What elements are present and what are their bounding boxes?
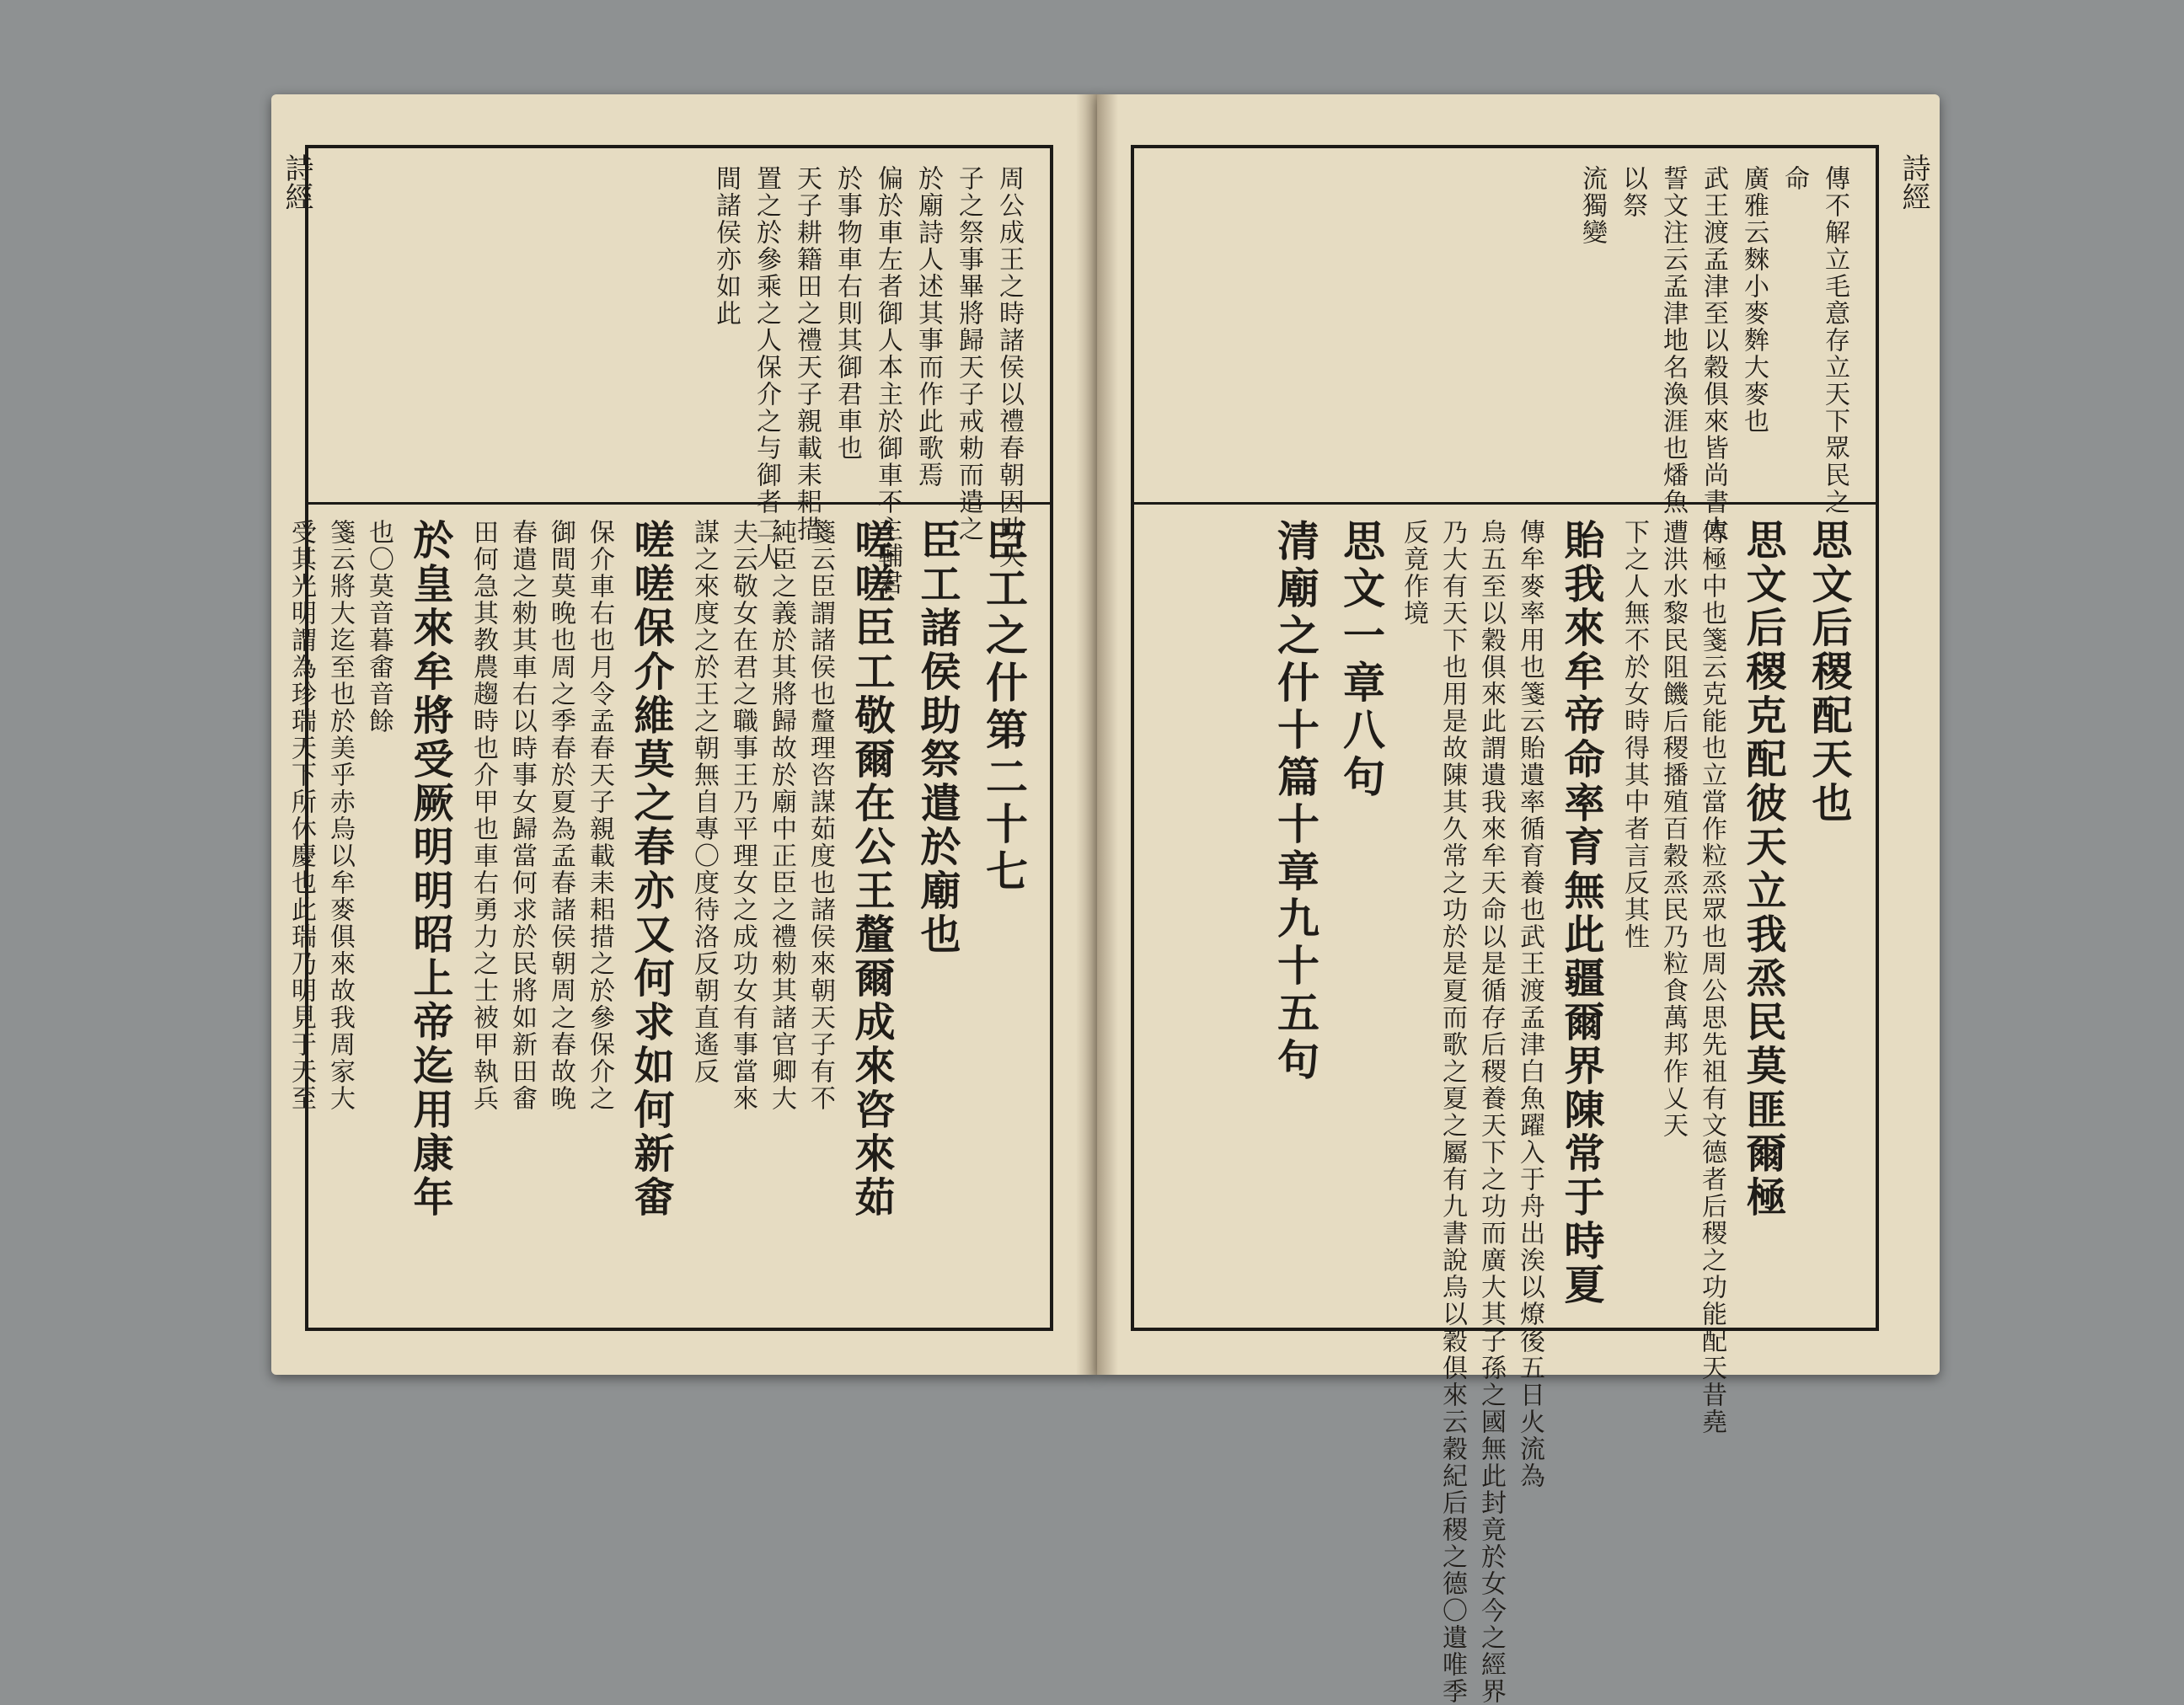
heading-column: 思文一章八句	[1336, 519, 1386, 802]
left-page	[271, 94, 1097, 1375]
left-margin-title: 詩經	[280, 153, 313, 211]
top-note-column: 以祭	[1618, 165, 1647, 219]
commentary-column: 夫云敬女在君之職事王乃平理女之成功女有事當來	[728, 519, 757, 1112]
commentary-column: 反竟作境	[1399, 519, 1428, 627]
top-note-column: 武王渡孟津至以穀俱來皆尚書大	[1699, 165, 1728, 542]
top-note-column: 傳不解立毛意存立天下眾民之	[1820, 165, 1849, 516]
commentary-column: 箋云將大迄至也於美乎赤烏以牟麥俱來故我周家大	[325, 519, 355, 1112]
commentary-column: 乃大有天下也用是故陳其久常之功於是夏而歌之夏之屬有九書說烏以穀俱來云穀紀后稷之德〇遺唯季	[1437, 519, 1467, 1705]
top-note-column: 廣雅云麳小麥麰大麥也	[1739, 165, 1769, 435]
top-note-column: 流獨變	[1577, 165, 1607, 246]
commentary-column: 春遣之勑其車右以時事女歸當何求於民將如新田畬	[507, 519, 537, 1112]
commentary-column: 傳牟麥率用也箋云貽遺率循育養也武王渡孟津白魚躍入于舟出涘以燎後五日火流為	[1515, 519, 1544, 1489]
top-note-column: 間諸侯亦如此	[711, 165, 741, 327]
top-note-column: 誓文注云孟津地名渙涯也燔魚	[1658, 165, 1688, 516]
commentary-column: 保介車右也月令孟春天子親載耒耜措之於參保介之	[585, 519, 614, 1112]
right-page	[1097, 94, 1940, 1705]
top-note-column: 命	[1780, 165, 1809, 192]
left-note-divider	[308, 502, 1050, 505]
top-note-column: 偏於車左者御人本主於御車不主輔君	[873, 165, 902, 596]
book-gutter	[1076, 94, 1118, 1375]
commentary-column: 受其光明謂為珍瑞天下所休慶也此瑞乃明見于天至	[286, 519, 316, 1112]
commentary-column: 謀之來度之於王之朝無自專〇度待洛反朝直遙反	[689, 519, 719, 1085]
top-note-column: 於事物車右則其御君車也	[832, 165, 862, 462]
top-note-column: 於廟詩人述其事而作此歌焉	[913, 165, 943, 489]
commentary-column: 也〇莫音暮畬音餘	[364, 519, 393, 735]
top-note-column: 子之祭事畢將歸天子戒勅而遣之	[954, 165, 983, 542]
verse-column: 思文后稷配天也	[1805, 519, 1852, 826]
heading-column: 清廟之什十篇十章九十五句	[1271, 519, 1320, 1085]
heading-column: 臣工之什第二十七	[979, 519, 1029, 896]
verse-column: 嗟嗟臣工敬爾在公王釐爾成來咨來茹	[848, 519, 895, 1220]
open-book	[271, 94, 1956, 1705]
top-note-column: 天子耕籍田之禮天子親載耒耜措	[792, 165, 822, 542]
verse-column: 嗟嗟保介維莫之春亦又何求如何新畬	[627, 519, 674, 1220]
commentary-column: 御間莫晚也周之季春於夏為孟春諸侯朝周之春故晚	[546, 519, 575, 1112]
commentary-column: 下之人無不於女時得其中者言反其性	[1619, 519, 1649, 950]
verse-column: 於皇來牟將受厥明明昭上帝迄用康年	[406, 519, 453, 1220]
commentary-column: 傳極中也箋云克能也立當作粒烝眾也周公思先祖有文德者后稷之功能配天昔堯	[1697, 519, 1726, 1435]
commentary-column: 烏五至以穀俱來此謂遺我來牟天命以是循存后稷養天下之功而廣大其子孫之國無此封竟於女今之經界	[1476, 519, 1506, 1705]
right-margin-title: 詩經	[1897, 153, 1930, 211]
commentary-column: 箋云臣謂諸侯也釐理咨謀茹度也諸侯來朝天子有不	[806, 519, 835, 1112]
verse-column: 貽我來牟帝命率育無此疆爾界陳常于時夏	[1557, 519, 1604, 1307]
right-note-divider	[1134, 502, 1876, 505]
commentary-column: 遭洪水黎民阻饑后稷播殖百穀烝民乃粒食萬邦作乂天	[1658, 519, 1688, 1139]
top-note-column: 置之於參乘之人保介之与御者二人	[752, 165, 781, 569]
right-text-frame	[1131, 145, 1879, 1705]
top-note-column: 周公成王之時諸侯以禮春朝因助天	[994, 165, 1024, 569]
commentary-column: 田何急其教農趨時也介甲也車右勇力之士被甲執兵	[468, 519, 498, 1112]
verse-column: 思文后稷克配彼天立我烝民莫匪爾極	[1739, 519, 1786, 1220]
commentary-column: 純臣之義於其將歸故於廟中正臣之禮勑其諸官卿大	[767, 519, 796, 1112]
verse-column: 臣工諸侯助祭遣於廟也	[913, 519, 961, 957]
